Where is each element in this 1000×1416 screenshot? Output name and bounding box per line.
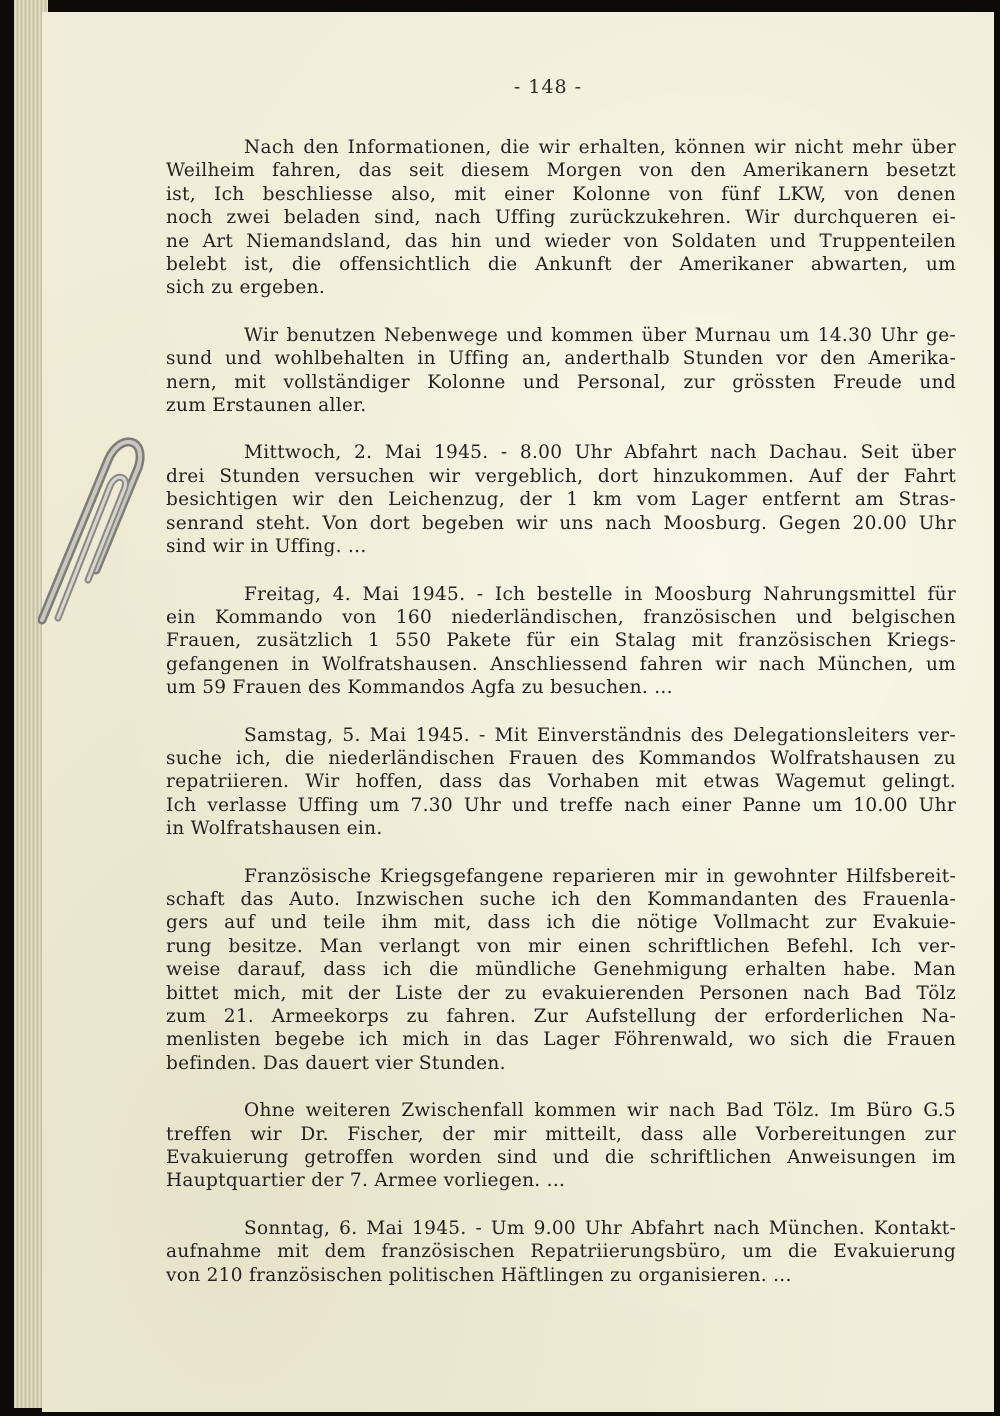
text-line: bittet mich, mit der Liste der zu evakuierenden Personen nach Bad Tölz	[166, 982, 956, 1004]
text-line: Französische Kriegsgefangene reparieren mir in gewohnter Hilfsbereit-	[244, 865, 956, 887]
text-line: Mittwoch, 2. Mai 1945. - 8.00 Uhr Abfahrt nach Dachau. Seit über	[244, 442, 956, 464]
text-line: ne Art Niemandsland, das hin und wieder von Soldaten und Truppenteilen	[166, 230, 956, 252]
paragraph	[166, 1217, 956, 1287]
text-line: nern, mit vollständiger Kolonne und Personal, zur grössten Freude und	[166, 371, 956, 393]
text-line: zum Erstaunen aller.	[166, 395, 367, 417]
text-line: noch zwei beladen sind, nach Uffing zurückzukehren. Wir durchqueren ei-	[166, 207, 956, 229]
text-line: weise darauf, dass ich die mündliche Genehmigung erhalten habe. Man	[166, 959, 956, 981]
paragraph	[166, 324, 956, 418]
text-line: sich zu ergeben.	[166, 277, 326, 299]
text-line: sind wir in Uffing. ...	[166, 536, 367, 558]
text-line: rung besitze. Man verlangt von mir einen schriftlichen Befehl. Ich ver-	[166, 935, 956, 957]
text-line: in Wolfratshausen ein.	[166, 818, 383, 840]
body-text	[166, 136, 956, 1287]
text-line: ein Kommando von 160 niederländischen, französischen und belgischen	[166, 606, 956, 628]
text-line: Sonntag, 6. Mai 1945. - Um 9.00 Uhr Abfahrt nach München. Kontakt-	[244, 1217, 956, 1239]
text-line: treffen wir Dr. Fischer, der mir mitteilt, dass alle Vorbereitungen zur	[166, 1123, 956, 1145]
text-line: sund und wohlbehalten in Uffing an, anderthalb Stunden vor den Amerika-	[166, 348, 956, 370]
text-line: aufnahme mit dem französischen Repatriierungsbüro, um die Evakuierung	[166, 1241, 956, 1263]
document-page	[42, 12, 994, 1412]
text-line: Weilheim fahren, das seit diesem Morgen von den Amerikanern besetzt	[166, 160, 956, 182]
paragraph	[166, 441, 956, 558]
text-line: Freitag, 4. Mai 1945. - Ich bestelle in Moosburg Nahrungsmittel für	[244, 583, 956, 605]
paragraph	[166, 724, 956, 841]
text-line: besichtigen wir den Leichenzug, der 1 km vom Lager entfernt am Stras-	[166, 489, 956, 511]
text-line: gers auf und teile ihm mit, dass ich die nötige Vollmacht zur Evakuie-	[166, 912, 956, 934]
text-line: repatriieren. Wir hoffen, dass das Vorhaben mit etwas Wagemut gelingt.	[166, 771, 956, 793]
page-number: - 148 -	[513, 76, 583, 98]
text-line: Frauen, zusätzlich 1 550 Pakete für ein Stalag mit französischen Kriegs-	[166, 630, 956, 652]
text-line: schaft das Auto. Inzwischen suche ich den Kommandanten des Frauenla-	[166, 888, 956, 910]
text-line: von 210 französischen politischen Häftlingen zu organisieren. ...	[166, 1264, 792, 1286]
text-line: Nach den Informationen, die wir erhalten, können wir nicht mehr über	[244, 137, 956, 158]
text-line: zum 21. Armeekorps zu fahren. Zur Aufstellung der erforderlichen Na-	[166, 1006, 956, 1027]
text-line: ist, Ich beschliesse also, mit einer Kolonne von fünf LKW, von denen	[166, 183, 956, 205]
text-line: menlisten begebe ich mich in das Lager Föhrenwald, wo sich die Frauen	[166, 1029, 956, 1051]
paragraph	[166, 1099, 956, 1193]
text-line: Evakuierung getroffen worden sind und die schriftlichen Anweisungen im	[166, 1147, 956, 1169]
text-line: Hauptquartier der 7. Armee vorliegen. ...	[166, 1170, 566, 1192]
paragraph	[166, 865, 956, 1076]
text-line: um 59 Frauen des Kommandos Agfa zu besuchen. ...	[166, 677, 673, 699]
text-line: Ohne weiteren Zwischenfall kommen wir nach Bad Tölz. Im Büro G.5	[244, 1100, 956, 1122]
text-line: suche ich, die niederländischen Frauen des Kommandos Wolfratshausen zu	[166, 747, 956, 769]
text-line: Samstag, 5. Mai 1945. - Mit Einverständnis des Delegationsleiters ver-	[244, 724, 956, 746]
text-line: Wir benutzen Nebenwege und kommen über Murnau um 14.30 Uhr ge-	[244, 324, 956, 346]
paragraph	[166, 583, 956, 700]
text-line: befinden. Das dauert vier Stunden.	[166, 1052, 506, 1074]
paragraph	[166, 136, 956, 300]
text-line: belebt ist, die offensichtlich die Ankunft der Amerikaner abwarten, um	[166, 254, 956, 276]
text-line: senrand steht. Von dort begeben wir uns nach Moosburg. Gegen 20.00 Uhr	[166, 512, 956, 534]
text-line: drei Stunden versuchen wir vergeblich, dort hinzukommen. Auf der Fahrt	[166, 465, 956, 487]
text-line: Ich verlasse Uffing um 7.30 Uhr und treffe nach einer Panne um 10.00 Uhr	[166, 794, 956, 816]
paperclip-icon	[38, 420, 148, 630]
text-line: gefangenen in Wolfratshausen. Anschliessend fahren wir nach München, um	[166, 653, 956, 675]
